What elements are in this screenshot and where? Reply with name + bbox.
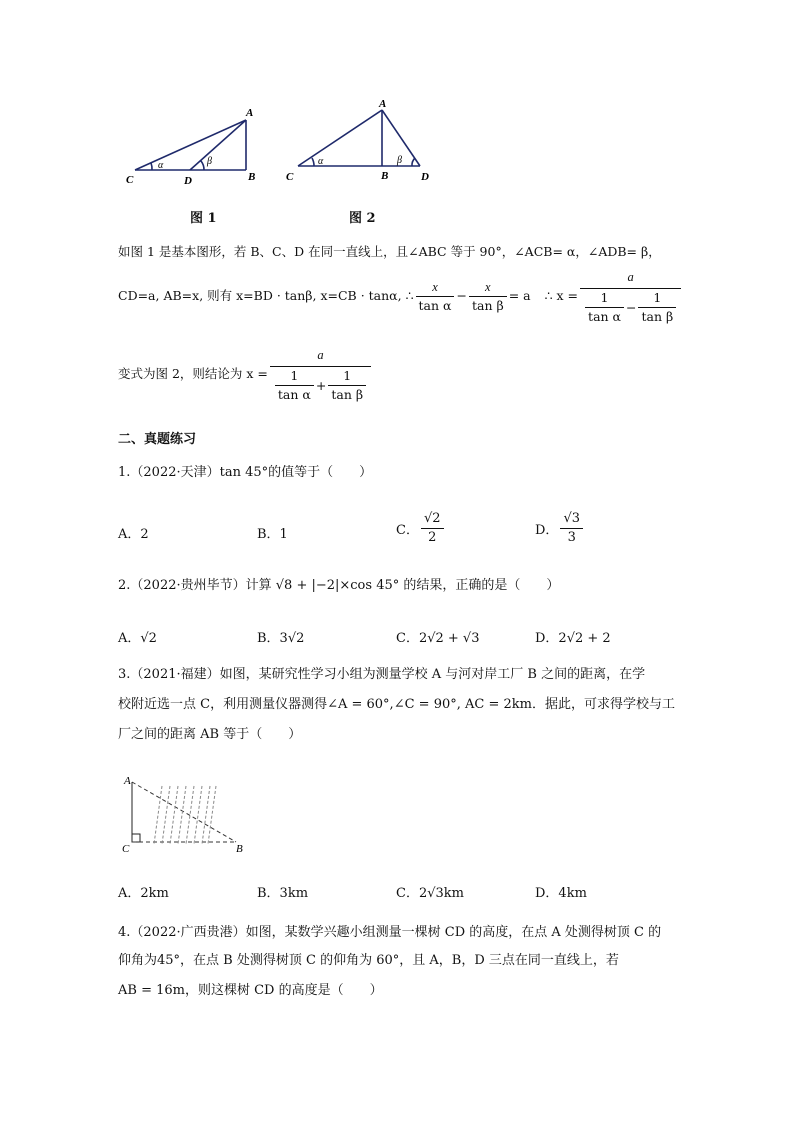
- q2-option-b[interactable]: B．3√2: [257, 631, 305, 646]
- frac-den-tan-beta1: tan β: [471, 297, 504, 313]
- q4-line-1: 4.（2022·广西贵港）如图，某数学兴趣小组测量一棵树 CD 的高度，在点 A 处测得树顶 C 的: [118, 925, 662, 940]
- variant-prefix: 变式为图 2，则结论为 x =: [118, 366, 268, 381]
- q1-d-den: 3: [567, 530, 576, 545]
- frac-num-x1: x: [416, 278, 455, 297]
- fig2-label-alpha: α: [318, 156, 324, 167]
- inner-frac-3: [275, 367, 314, 404]
- q1-stem: 1.（2022·天津）tan 45°的值等于（ ）: [118, 465, 373, 480]
- therefore-x-1: ∴ x =: [544, 288, 579, 303]
- q1-option-c-frac: [421, 510, 444, 547]
- fig1-label-beta: β: [207, 156, 212, 167]
- q3-fig-label-a: A: [124, 775, 131, 787]
- q1-c-num: √2: [421, 510, 444, 529]
- q3-line-2: 校附近选一点 C，利用测量仪器测得∠A = 60°,∠C = 90°, AC = 2km．据此，可求得学校与工: [118, 697, 675, 712]
- inner-num-1a: 1: [585, 289, 624, 308]
- q1-option-b[interactable]: B．1: [257, 527, 288, 542]
- result-num-a1: a: [580, 266, 681, 289]
- result-den-2: [270, 367, 371, 404]
- result-num-a2: a: [270, 344, 371, 367]
- minus-2: −: [626, 299, 637, 315]
- q2-option-a[interactable]: A．√2: [118, 631, 157, 646]
- result-fraction-1: [580, 266, 681, 326]
- eq-a: = a: [508, 288, 531, 303]
- inner-num-2a: 1: [275, 367, 314, 386]
- inner-frac-1: [585, 289, 624, 326]
- q3-option-c[interactable]: C．2√3km: [396, 886, 464, 901]
- q3-fig-label-b: B: [236, 843, 243, 855]
- fig1-label-c: C: [126, 174, 134, 186]
- q1-option-d-frac: [560, 510, 583, 547]
- plus-1: +: [315, 377, 327, 393]
- intro-line-1: 如图 1 是基本图形，若 B、C、D 在同一直线上，且∠ABC 等于 90°，∠ACB= α，∠ADB= β，: [118, 244, 661, 259]
- q3-line-3: 厂之间的距离 AB 等于（ ）: [118, 727, 302, 742]
- inner-frac-4: [328, 367, 366, 404]
- fig1-label-b: B: [248, 171, 256, 183]
- section-2-title: 二、真题练习: [118, 432, 197, 447]
- q3-figure: [118, 770, 258, 860]
- q3-option-d[interactable]: D．4km: [535, 886, 587, 901]
- q1-d-num: √3: [560, 510, 583, 529]
- inner-num-2b: 1: [328, 367, 366, 386]
- q1-option-d[interactable]: [535, 510, 585, 547]
- inner-num-1b: 1: [638, 289, 676, 308]
- fig2-label-beta: β: [397, 155, 402, 166]
- frac-x-tan-beta: [469, 278, 507, 315]
- q1-option-d-label: D．: [535, 523, 559, 538]
- q1-option-a[interactable]: A．2: [118, 527, 149, 542]
- fig1-label-alpha: α: [158, 160, 164, 171]
- intro-line-2: [118, 266, 683, 326]
- fig2-caption: 图 2: [349, 211, 376, 226]
- inner-den-2b: tan β: [331, 387, 364, 402]
- figure-2: [280, 92, 440, 192]
- fig1-label-d: D: [184, 175, 192, 187]
- q1-option-c[interactable]: [396, 510, 446, 547]
- q3-fig-label-c: C: [122, 843, 130, 855]
- fig1-caption: 图 1: [190, 211, 217, 226]
- q1-option-c-label: C．: [396, 523, 419, 538]
- fig2-label-c: C: [286, 171, 294, 183]
- q4-line-2: 仰角为45°，在点 B 处测得树顶 C 的仰角为 60°，且 A，B，D 三点在同一直线上，若: [118, 953, 619, 968]
- minus-1: −: [456, 288, 467, 303]
- intro-line-2-prefix: CD=a, AB=x, 则有 x=BD · tanβ, x=CB · tanα, ∴: [118, 288, 414, 303]
- q3-option-b[interactable]: B．3km: [257, 886, 309, 901]
- inner-frac-2: [638, 289, 676, 326]
- figure-1: [110, 100, 280, 190]
- fig2-label-d: D: [421, 171, 429, 183]
- frac-x-tan-alpha: [416, 278, 455, 315]
- q3-option-a[interactable]: A．2km: [118, 886, 169, 901]
- result-den-1: [580, 289, 681, 326]
- q4-line-3: AB = 16m，则这棵树 CD 的高度是（ ）: [118, 983, 383, 998]
- inner-den-2a: tan α: [277, 387, 311, 402]
- q3-line-1: 3.（2021·福建）如图，某研究性学习小组为测量学校 A 与河对岸工厂 B 之间的距离，在学: [118, 667, 646, 682]
- fig2-label-a: A: [379, 98, 387, 110]
- inner-den-1a: tan α: [588, 309, 621, 324]
- result-fraction-2: [270, 344, 371, 404]
- frac-num-x2: x: [469, 278, 507, 297]
- variant-line: [118, 344, 373, 404]
- inner-den-1b: tan β: [641, 309, 674, 324]
- q2-option-d[interactable]: D．2√2 + 2: [535, 631, 611, 646]
- fig2-label-b: B: [381, 170, 389, 182]
- frac-den-tan-alpha1: tan α: [418, 297, 452, 313]
- q2-stem: 2.（2022·贵州毕节）计算 √8 + |−2|×cos 45° 的结果，正确的是（ ）: [118, 578, 560, 593]
- q1-c-den: 2: [428, 530, 437, 545]
- q2-option-c[interactable]: C．2√2 + √3: [396, 631, 480, 646]
- fig1-label-a: A: [246, 107, 254, 119]
